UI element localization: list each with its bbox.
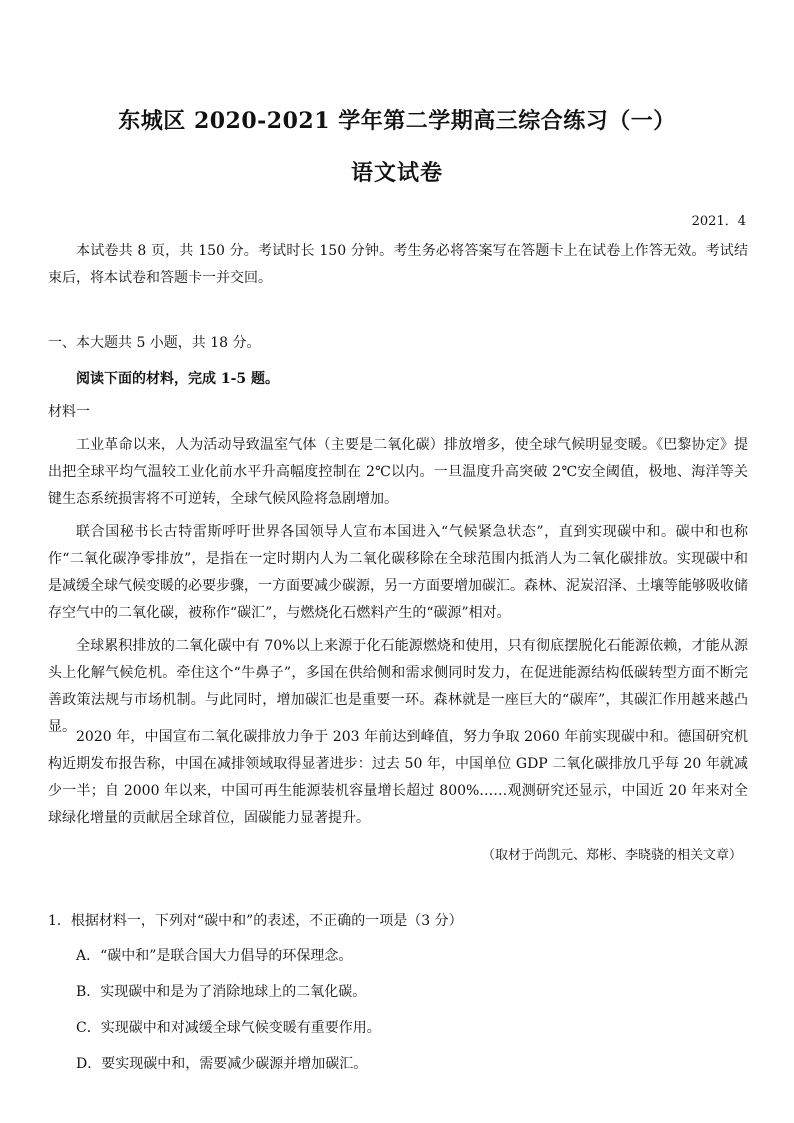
section-heading: 一、本大题共 5 小题，共 18 分。: [48, 335, 261, 351]
material-paragraph-4: 2020 年，中国宣布二氧化碳排放力争于 203 年前达到峰值，努力争取 2060 年前实现碳中和。德国研究机构近期发布报告称，中国在减排领域取得显著进步：过去 50 年，中国单位 GDP 二氧化碳排放几乎每 20 年就减少一半；自 2000 年以来，中国可再生能源装机容量增长超过 800%……观测研究还显示，中国近 20 年来对全球绿化增量的贡献居全球首位，固碳能力显著提升。: [48, 729, 748, 826]
option-c: C．实现碳中和对减缓全球气候变暖有重要作用。: [76, 1020, 381, 1036]
material-source: （取材于尚凯元、郑彬、李晓骁的相关文章）: [481, 848, 742, 863]
material-paragraph-3: 全球累积排放的二氧化碳中有 70%以上来源于化石能源燃烧和使用，只有彻底摆脱化石能源依赖，才能从源头上化解气候危机。牵住这个“牛鼻子”，多国在供给侧和需求侧同时发力，在促进能源结构低碳转型方面不断完善政策法规与市场机制。与此同时，增加碳汇也是重要一环。森林就是一座巨大的“碳库”，其碳汇作用越来越凸显。: [48, 638, 748, 735]
material-paragraph-1: 工业革命以来，人为活动导致温室气体（主要是二氧化碳）排放增多，使全球气候明显变暖。《巴黎协定》提出把全球平均气温较工业化前水平升高幅度控制在 2℃以内。一旦温度升高突破 2℃安全阈值，极地、海洋等关键生态系统损害将不可逆转，全球气候风险将急剧增加。: [48, 437, 748, 507]
exam-title: 东城区 2020-2021 学年第二学期高三综合练习（一）: [118, 108, 676, 134]
exam-subtitle: 语文试卷: [350, 160, 443, 186]
reading-directive: 阅读下面的材料，完成 1-5 题。: [76, 371, 280, 387]
material-paragraph-2: 联合国秘书长古特雷斯呼吁世界各国领导人宣布本国进入“气候紧急状态”，直到实现碳中和。碳中和也称作“二氧化碳净零排放”，是指在一定时期内人为二氧化碳移除在全球范围内抵消人为二氧化碳排放。实现碳中和是减缓全球气候变暖的必要步骤，一方面要减少碳源，另一方面要增加碳汇。森林、泥炭沼泽、土壤等能够吸收储存空气中的二氧化碳，被称作“碳汇”，与燃烧化石燃料产生的“碳源”相对。: [48, 524, 748, 621]
material-label: 材料一: [48, 404, 90, 420]
question-1-stem: 1．根据材料一，下列对“碳中和”的表述，不正确的一项是（3 分）: [48, 913, 463, 929]
exam-instructions: 本试卷共 8 页，共 150 分。考试时长 150 分钟。考生务必将答案写在答题卡上在试卷上作答无效。考试结束后，将本试卷和答题卡一并交回。: [48, 243, 748, 286]
option-a: A．“碳中和”是联合国大力倡导的环保理念。: [76, 948, 353, 964]
option-b: B．实现碳中和是为了消除地球上的二氧化碳。: [76, 984, 367, 1000]
exam-date: 2021．4: [691, 214, 746, 229]
question-1: [48, 904, 748, 1082]
option-d: D．要实现碳中和，需要减少碳源并增加碳汇。: [76, 1056, 368, 1072]
